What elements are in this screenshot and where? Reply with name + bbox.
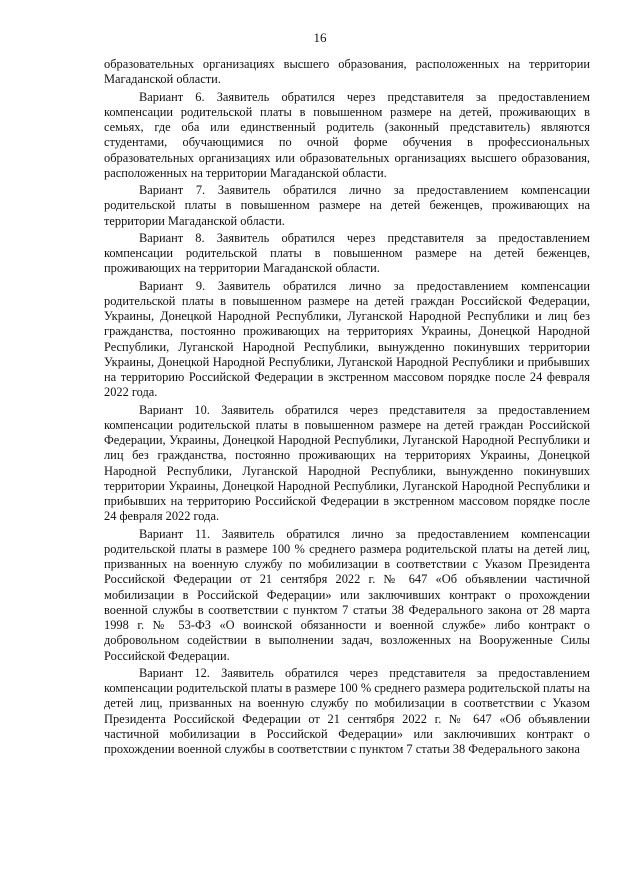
paragraph-variant-10: Вариант 10. Заявитель обратился через представителя за предоставлением компенсации родительской платы в повышенном размере на детей граждан Российской Федерации, Украины, Донецкой Народной Республики, Луганской Народной Республики и лиц без гражданства, постоянно проживающих на территориях Украины, Донецкой Народной Республики, Луганской Народной Республики, вынужденно покинувших территории Украины, Донецкой Народной Республики, Луганской Народной Республики и прибывших на территорию Российской Федерации в экстренном массовом порядке после 24 февраля 2022 года. — [104, 402, 590, 524]
paragraph-variant-12: Вариант 12. Заявитель обратился через представителя за предоставлением компенсации родительской платы в размере 100 % среднего размера родительской платы на детей лиц, призванных на военную службу по мобилизации в соответствии с Указом Президента Российской Федерации от 21 сентября 2022 г. № 647 «Об объявлении частичной мобилизации в Российской Федерации» или заключивших контракт о прохождении военной службы в соответствии с пунктом 7 статьи 38 Федерального закона — [104, 665, 590, 756]
paragraph-variant-8: Вариант 8. Заявитель обратился через представителя за предоставлением компенсации родительской платы в повышенном размере на детей беженцев, проживающих на территории Магаданской области. — [104, 230, 590, 276]
paragraph-variant-7: Вариант 7. Заявитель обратился лично за предоставлением компенсации родительской платы в повышенном размере на детей беженцев, проживающих на территории Магаданской области. — [104, 183, 590, 228]
paragraph-variant-11: Вариант 11. Заявитель обратился лично за предоставлением компенсации родительской платы в размере 100 % среднего размера родительской платы на детей лиц, призванных на военную службу по мобилизации в соответствии с Указом Президента Российской Федерации от 21 сентября 2022 г. № 647 «Об объявлении частичной мобилизации в Российской Федерации» или заключивших контракт о прохождении военной службы в соответствии с пунктом 7 статьи 38 Федерального закона от 28 марта 1998 г. № 53-ФЗ «О воинской обязанности и военной службе» либо контракт о добровольном содействии в выполнении задач, возложенных на Вооруженные Силы Российской Федерации. — [104, 526, 590, 663]
page-number: 16 — [313, 30, 327, 45]
paragraph-variant-9: Вариант 9. Заявитель обратился лично за предоставлением компенсации родительской платы в повышенном размере на детей граждан Российской Федерации, Украины, Донецкой Народной Республики, Луганской Народной Республики и лиц без гражданства, постоянно проживающих на территориях Украины, Донецкой Народной Республики, Луганской Народной Республики, вынужденно покинувших территории Украины, Донецкой Народной Республики, Луганской Народной Республики и прибывших на территорию Российской Федерации в экстренном массовом порядке после 24 февраля 2022 года. — [104, 278, 590, 400]
document-body — [104, 57, 590, 759]
paragraph-variant-6: Вариант 6. Заявитель обратился через представителя за предоставлением компенсации родительской платы в повышенном размере на детей, проживающих в семьях, где оба или единственный родитель (законный представитель) являются студентами, обучающимися по очной форме обучения в профессиональных образовательных организациях или образовательных организациях высшего образования, расположенных на территории Магаданской области. — [104, 89, 590, 180]
paragraph-continuation: образовательных организациях высшего образования, расположенных на территории Магаданской области. — [104, 57, 590, 87]
